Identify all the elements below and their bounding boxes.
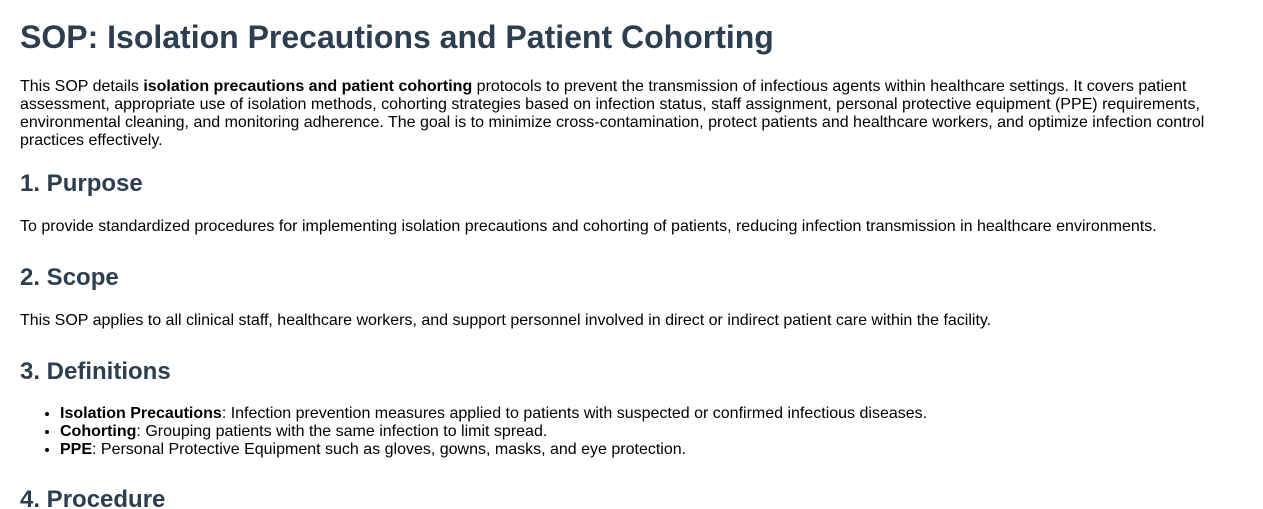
- scope-text: This SOP applies to all clinical staff, healthcare workers, and support personnel involved in direct or indirect patient care within the facility.: [20, 312, 992, 329]
- scope-heading: 2. Scope: [20, 264, 119, 291]
- definition-term: Cohorting: [60, 423, 137, 440]
- definition-desc: : Infection prevention measures applied to patients with suspected or confirmed infectious diseases.: [221, 405, 928, 422]
- purpose-heading: 1. Purpose: [20, 170, 143, 197]
- definition-term: PPE: [60, 441, 93, 458]
- intro-paragraph: [20, 78, 1220, 150]
- definition-desc: : Personal Protective Equipment such as gloves, gowns, masks, and eye protection.: [92, 441, 687, 458]
- page-title: SOP: Isolation Precautions and Patient Cohorting: [20, 19, 774, 55]
- intro-bold: isolation precautions and patient cohorting: [143, 78, 473, 95]
- intro-rest: protocols to prevent the transmission of infectious agents within healthcare settings. It covers patient assessment, appropriate use of isolation methods, cohorting strategies based on infection status, staff assignment, personal protective equipment (PPE) requirements, environmental cleaning, and monitoring adherence. The goal is to minimize cross-contamination, protect patients and healthcare workers, and optimize infection control practices effectively.: [20, 78, 1205, 149]
- definition-item: [60, 441, 927, 459]
- purpose-text: To provide standardized procedures for implementing isolation precautions and cohorting of patients, reducing infection transmission in healthcare environments.: [20, 218, 1157, 235]
- definitions-heading: 3. Definitions: [20, 358, 171, 385]
- procedure-heading: 4. Procedure: [20, 486, 166, 509]
- definitions-list: [20, 405, 927, 459]
- definition-item: [60, 405, 927, 423]
- definition-desc: : Grouping patients with the same infection to limit spread.: [136, 423, 548, 440]
- intro-lead: This SOP details: [20, 78, 144, 95]
- definition-term: Isolation Precautions: [60, 405, 222, 422]
- definition-item: [60, 423, 927, 441]
